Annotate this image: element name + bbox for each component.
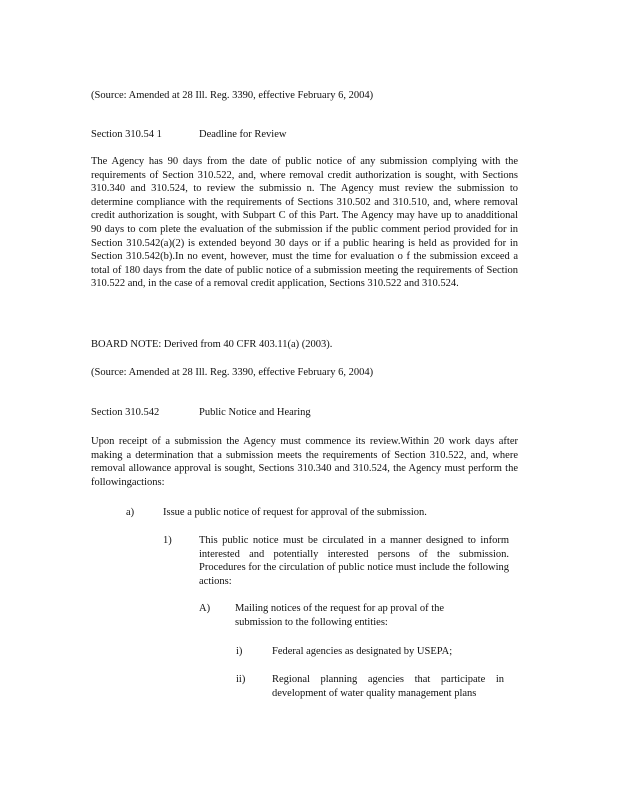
section-310-541-body: The Agency has 90 days from the date of public notice of any submission complying with the requirements of Section 310.522, and, where removal credit authorization is sought, with Sections 310.340 and 310.524, to review the submissio n. The Agency must review the submission to determine compliance with the requirements of Sections 310.502 and 310.510, and, where removal credit authorization is sought, with Subpart C of this Part. The Agency may have up to anadditional 90 days to com plete the evaluation of the submission if the public comment period provided for in Section 310.542(a)(2) is extended beyond 30 days or if a public hearing is held as provided for in Section 310.542(b).In no event, however, must the time for evaluation o f the submission exceed a total of 180 days from the date of public notice of a submission meeting the requirements of Section 310.522 and, in the case of a removal credit application, Sections 310.522 and 310.524. [91, 156, 518, 290]
section-title-public-notice-and-hearing: Public Notice and Hearing [199, 407, 311, 418]
item-1-label: 1) [163, 535, 172, 546]
item-A-text: Mailing notices of the request for ap proval of the submission to the following entities: [235, 603, 445, 628]
item-1-text: This public notice must be circulated in a manner designed to inform interested and potentially interested persons of the submission. Procedures for the circulation of public notice must include the following actions: [199, 535, 509, 587]
source-note-2: (Source: Amended at 28 Ill. Reg. 3390, effective February 6, 2004) [91, 367, 374, 378]
item-a-label: a) [126, 507, 135, 518]
board-note: BOARD NOTE: Derived from 40 CFR 403.11(a) (2003). [91, 339, 333, 350]
item-i-label: i) [236, 646, 243, 657]
section-310-542-body: Upon receipt of a submission the Agency must commence its review.Within 20 work days after making a determination that a submission meets the requirements of Section 310.522, and, where removal allowance approval is sought, Sections 310.340 and 310.524, the Agency must perform the followingactions: [91, 436, 518, 488]
item-A-label: A) [199, 603, 211, 614]
item-i-text: Federal agencies as designated by USEPA; [272, 646, 453, 657]
item-ii-text: Regional planning agencies that participate in development of water quality management plans [272, 674, 504, 699]
source-note-1: (Source: Amended at 28 Ill. Reg. 3390, effective February 6, 2004) [91, 90, 374, 101]
section-title-deadline-for-review: Deadline for Review [199, 129, 287, 140]
item-ii-label: ii) [236, 674, 246, 685]
section-number-310-542: Section 310.542 [91, 407, 160, 418]
section-number-310-541: Section 310.54 1 [91, 129, 162, 140]
item-a-text: Issue a public notice of request for approval of the submission. [163, 507, 427, 518]
